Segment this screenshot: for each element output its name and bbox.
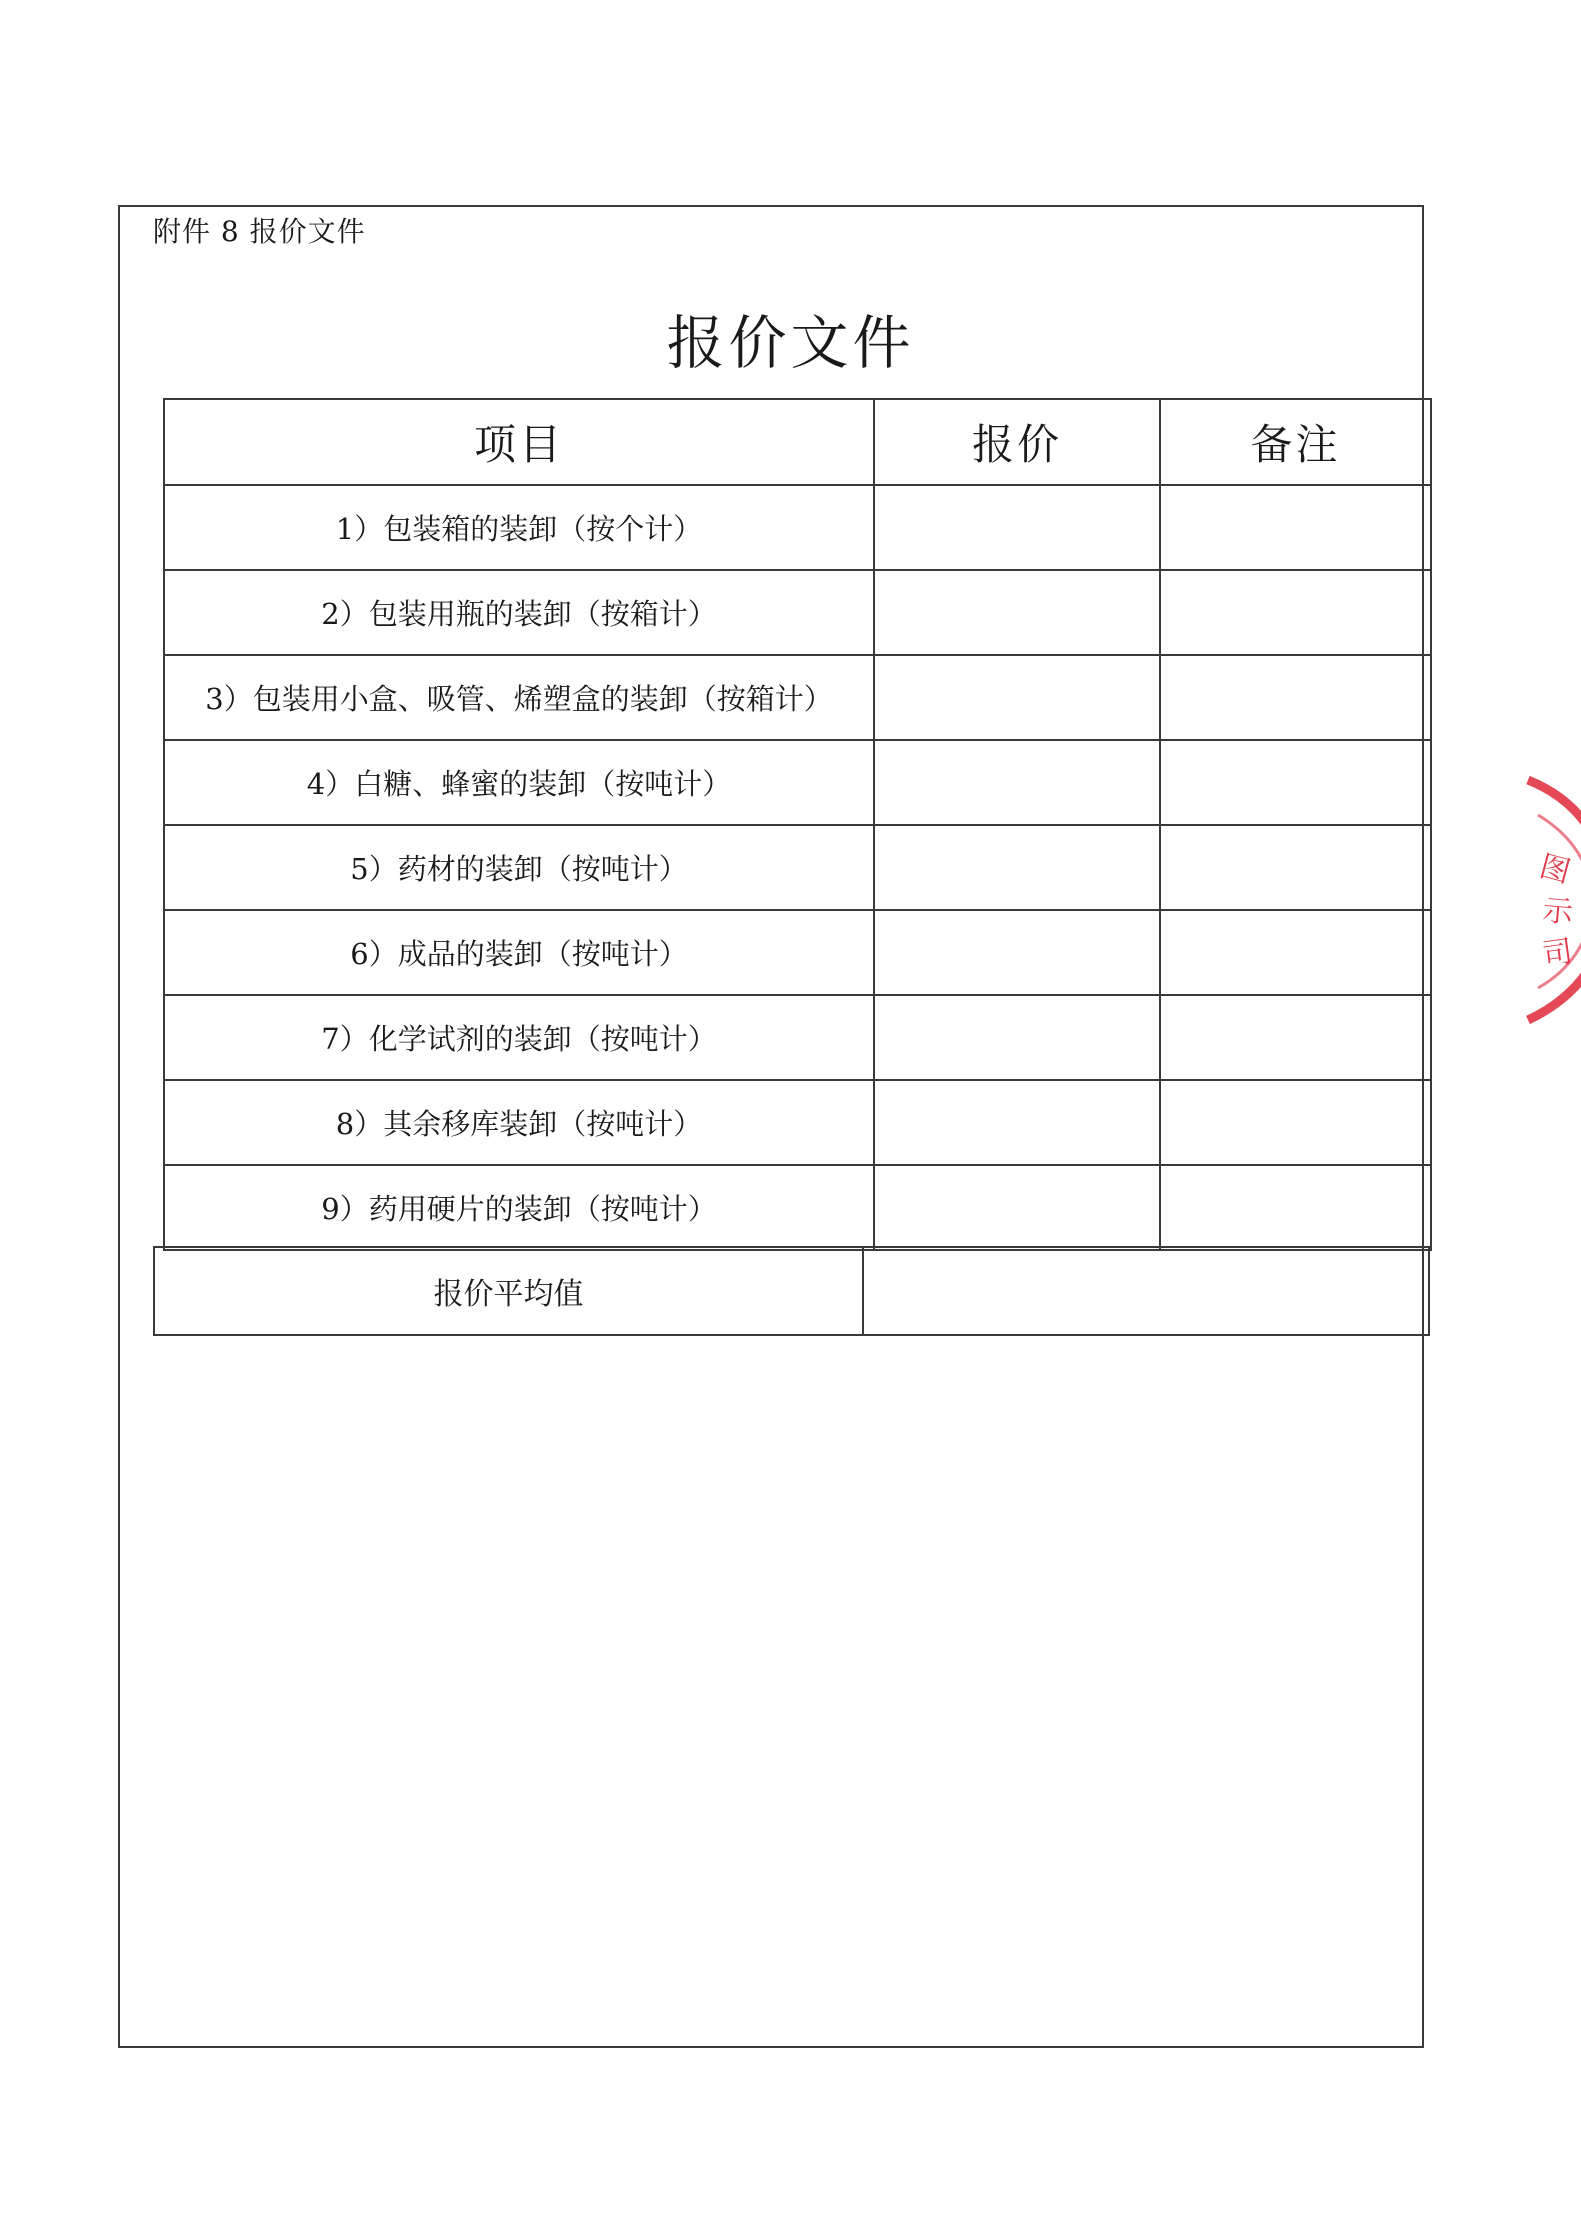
item-cell: 3）包装用小盒、吸管、烯塑盒的装卸（按箱计） <box>164 655 874 740</box>
average-label: 报价平均值 <box>154 1247 863 1335</box>
document-title: 报价文件 <box>666 309 915 377</box>
red-seal-fragment <box>1508 770 1581 1030</box>
price-cell[interactable] <box>874 485 1160 570</box>
table-row <box>164 910 1431 995</box>
svg-text:示: 示 <box>1541 893 1575 931</box>
average-value-cell[interactable] <box>863 1247 1429 1335</box>
item-cell: 2）包装用瓶的装卸（按箱计） <box>164 570 874 655</box>
column-header-remark: 备注 <box>1160 399 1431 485</box>
svg-text:司: 司 <box>1540 934 1575 973</box>
item-cell: 6）成品的装卸（按吨计） <box>164 910 874 995</box>
item-cell: 7）化学试剂的装卸（按吨计） <box>164 995 874 1080</box>
remark-cell[interactable] <box>1160 910 1431 995</box>
price-cell[interactable] <box>874 910 1160 995</box>
table-header-row <box>164 399 1431 485</box>
column-header-item: 项目 <box>164 399 874 485</box>
item-cell: 1）包装箱的装卸（按个计） <box>164 485 874 570</box>
table-row <box>164 995 1431 1080</box>
price-cell[interactable] <box>874 570 1160 655</box>
price-cell[interactable] <box>874 740 1160 825</box>
remark-cell[interactable] <box>1160 1165 1431 1250</box>
item-cell: 4）白糖、蜂蜜的装卸（按吨计） <box>164 740 874 825</box>
average-row <box>154 1247 1429 1335</box>
table-row <box>164 825 1431 910</box>
table-row <box>164 1165 1431 1250</box>
column-header-price: 报价 <box>874 399 1160 485</box>
price-cell[interactable] <box>874 825 1160 910</box>
table-row <box>164 485 1431 570</box>
remark-cell[interactable] <box>1160 995 1431 1080</box>
item-cell: 5）药材的装卸（按吨计） <box>164 825 874 910</box>
price-cell[interactable] <box>874 655 1160 740</box>
price-cell[interactable] <box>874 995 1160 1080</box>
attachment-label: 附件 8 报价文件 <box>153 215 366 248</box>
item-cell: 8）其余移库装卸（按吨计） <box>164 1080 874 1165</box>
remark-cell[interactable] <box>1160 485 1431 570</box>
price-cell[interactable] <box>874 1165 1160 1250</box>
item-cell: 9）药用硬片的装卸（按吨计） <box>164 1165 874 1250</box>
price-cell[interactable] <box>874 1080 1160 1165</box>
quotation-table <box>163 398 1432 1251</box>
remark-cell[interactable] <box>1160 655 1431 740</box>
table-row <box>164 740 1431 825</box>
table-row <box>164 655 1431 740</box>
svg-text:图: 图 <box>1535 848 1574 891</box>
table-row <box>164 570 1431 655</box>
remark-cell[interactable] <box>1160 1080 1431 1165</box>
average-table <box>153 1246 1430 1336</box>
remark-cell[interactable] <box>1160 825 1431 910</box>
remark-cell[interactable] <box>1160 740 1431 825</box>
table-row <box>164 1080 1431 1165</box>
remark-cell[interactable] <box>1160 570 1431 655</box>
